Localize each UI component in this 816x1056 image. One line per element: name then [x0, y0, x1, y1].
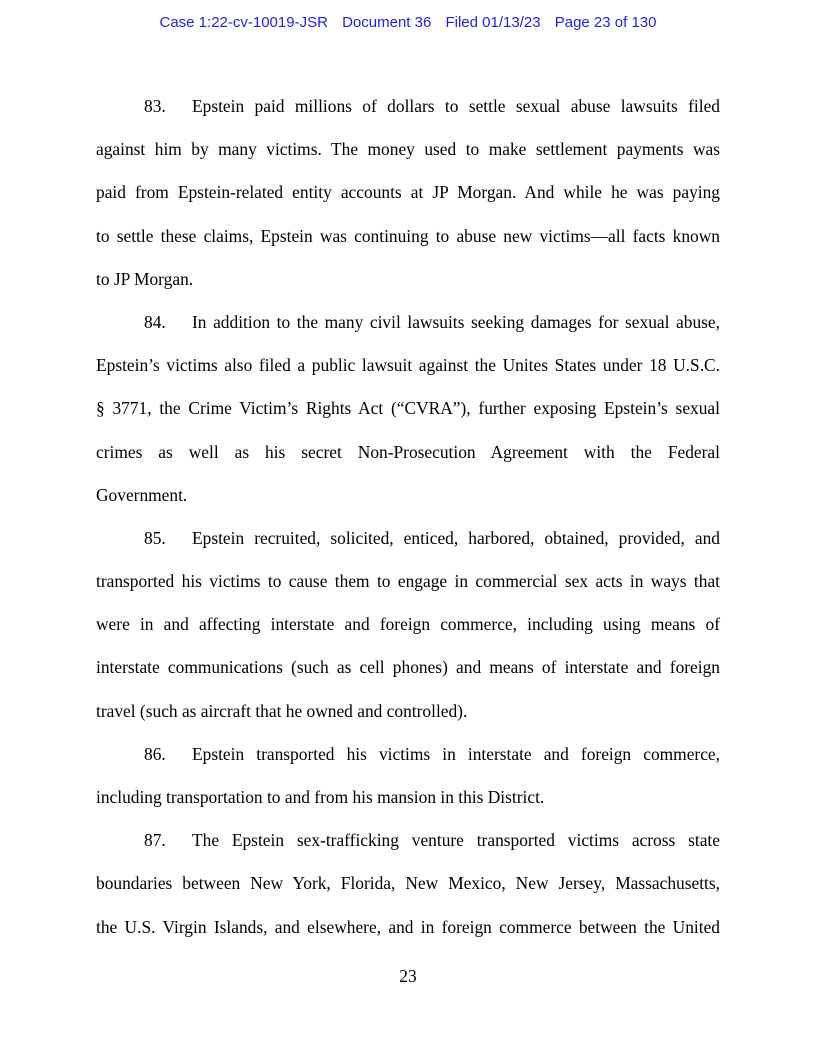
document-body	[96, 85, 720, 949]
numbered-paragraph	[96, 733, 720, 819]
paragraph-line: boundaries between New York, Florida, New Mexico, New Jersey, Massachusetts,	[96, 873, 720, 894]
paragraph-line	[96, 733, 720, 776]
line-text: The Epstein sex-trafficking venture transported victims across state	[192, 830, 720, 851]
case-header	[0, 14, 816, 31]
paragraph-line: paid from Epstein-related entity accounts at JP Morgan. And while he was paying	[96, 182, 720, 203]
paragraph-line	[96, 517, 720, 560]
numbered-paragraph	[96, 819, 720, 949]
paragraph-number: 83.	[144, 96, 166, 116]
paragraph-number: 86.	[144, 743, 166, 764]
line-text: Epstein transported his victims in interstate and foreign commerce,	[192, 743, 720, 764]
paragraph-line: transported his victims to cause them to engage in commercial sex acts in ways that	[96, 571, 720, 592]
paragraph-line: to JP Morgan.	[96, 268, 194, 289]
paragraph-line	[96, 819, 720, 862]
case-number: Case 1:22-cv-10019-JSR	[159, 14, 328, 31]
paragraph-number: 85.	[144, 527, 166, 548]
page-number: 23	[399, 966, 417, 986]
numbered-paragraph	[96, 85, 720, 301]
line-text: In addition to the many civil lawsuits seeking damages for sexual abuse,	[192, 311, 720, 332]
paragraph-line: against him by many victims. The money used to make settlement payments was	[96, 139, 720, 160]
paragraph-number: 87.	[144, 830, 166, 851]
paragraph-line: were in and affecting interstate and foreign commerce, including using means of	[96, 614, 720, 635]
numbered-paragraph	[96, 301, 720, 517]
paragraph-line: crimes as well as his secret Non-Prosecution Agreement with the Federal	[96, 441, 720, 462]
paragraph-line: including transportation to and from his mansion in this District.	[96, 787, 545, 807]
paragraph-line: travel (such as aircraft that he owned and controlled).	[96, 700, 468, 721]
paragraph-line: Epstein’s victims also filed a public lawsuit against the Unites States under 18 U.S.C.	[96, 355, 720, 376]
paragraph-line: § 3771, the Crime Victim’s Rights Act (“CVRA”), further exposing Epstein’s sexual	[96, 398, 720, 419]
line-text: Epstein paid millions of dollars to settle sexual abuse lawsuits filed	[192, 96, 720, 116]
line-text: Epstein recruited, solicited, enticed, harbored, obtained, provided, and	[192, 527, 720, 548]
paragraph-line: interstate communications (such as cell phones) and means of interstate and foreign	[96, 657, 720, 678]
paragraph-line	[96, 301, 720, 344]
page-of-total: Page 23 of 130	[554, 14, 657, 31]
filed-date: Filed 01/13/23	[445, 14, 541, 31]
paragraph-number: 84.	[144, 311, 166, 332]
paragraph-line: Government.	[96, 484, 188, 505]
numbered-paragraph	[96, 517, 720, 733]
paragraph-line: to settle these claims, Epstein was continuing to abuse new victims—all facts known	[96, 225, 720, 246]
paragraph-line: the U.S. Virgin Islands, and elsewhere, and in foreign commerce between the United	[96, 916, 720, 937]
document-number: Document 36	[342, 14, 432, 31]
paragraph-line	[96, 85, 720, 128]
